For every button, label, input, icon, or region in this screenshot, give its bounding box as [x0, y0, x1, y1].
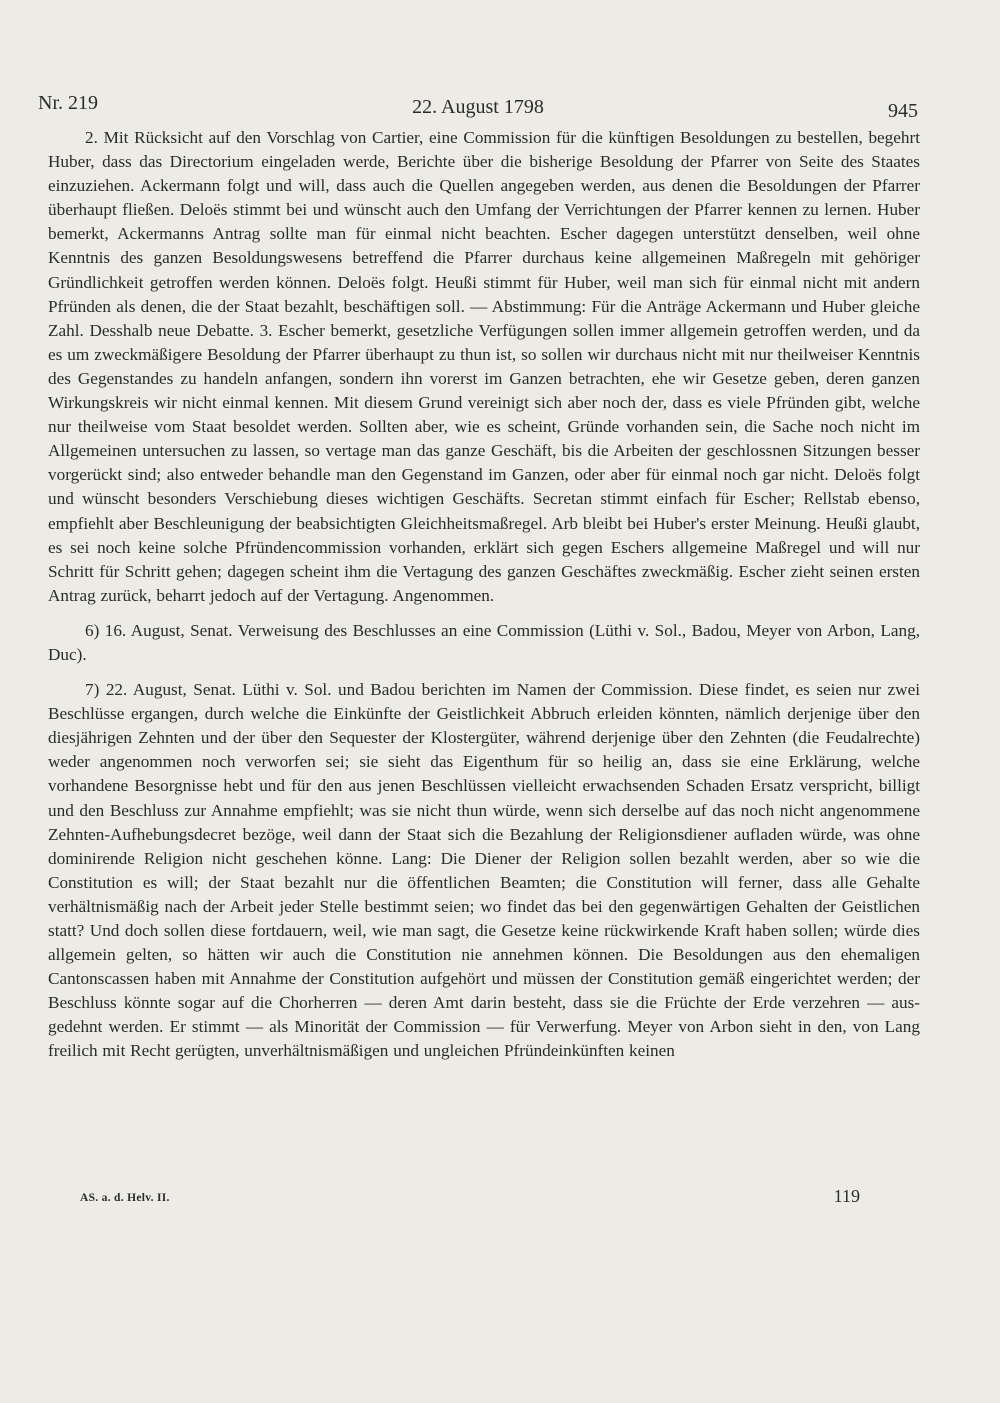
paragraph-debate: 2. Mit Rücksicht auf den Vorschlag von Cartier, eine Commission für die künftigen Besoldungen zu bestellen, begehrt Huber, dass das Directorium eingeladen werde, Berichte über die bisherige Besoldung der Pfarrer von Seite des Staates einzuziehen. Ackermann folgt und will, dass auch die Quellen angegeben werden, aus denen die Besoldungen der Pfarrer überhaupt fließen. Deloës stimmt bei und wünscht auch den Umfang der Verrichtungen der Pfarrer kennen zu lernen. Huber bemerkt, Ackermanns Antrag sollte man für einmal nicht beachten. Escher dagegen unterstützt denselben, weil ohne Kenntnis des ganzen Besoldungswesens betreffend die Pfarrer durchaus keine allgemeinen Maßregeln mit gehöriger Gründlichkeit getroffen werden können. Deloës folgt. Heußi stimmt für Huber, weil man sich für einmal nicht mit andern Pfründen als denen, die der Staat bezahlt, beschäftigen soll. — Abstimmung: Für die Anträge Ackermann und Huber gleiche Zahl. Desshalb neue Debatte. 3. Escher bemerkt, gesetzliche Verfügungen sollen immer allgemein getroffen werden, und da es um zweckmäßigere Besoldung der Pfarrer überhaupt zu thun ist, so sollen wir durchaus nicht mit nur theilweiser Kenntnis des Gegenstandes zu handeln anfangen, sondern ihn vorerst im Ganzen betrachten, ehe wir Gesetze geben, deren ganzen Wirkungskreis wir nicht einmal kennen. Mit diesem Grund vereinigt sich aber noch der, dass es viele Pfründen gibt, welche nur theilweise vom Staat besoldet werden. Sollten aber, wie es scheint, Gründe vorhanden sein, die Sache noch nicht im Allgemeinen untersuchen zu lassen, so vertage man das ganze Geschäft, bis die Arbeiten der geschlossnen Sitzungen besser vorgerückt sind; also entweder behandle man den Gegenstand im Ganzen, oder aber für einmal noch gar nicht. Deloës folgt und wünscht besonders Verschiebung dieses wichtigen Geschäfts. Secretan stimmt einfach für Escher; Rellstab ebenso, empfiehlt aber Beschleunigung der beabsichtigten Gleichheitsmaßregel. Arb bleibt bei Huber's erster Meinung. Heußi glaubt, es sei noch keine solche Pfründencommission vorhanden, erklärt sich gegen Eschers allgemeine Maßregel und will nur Schritt für Schritt gehen; dagegen scheint ihm die Vertagung des ganzen Geschäftes zweckmäßig. Escher zieht seinen ersten Antrag zurück, beharrt jedoch auf der Vertagung. Angenommen. — [48, 128, 920, 605]
paragraph-senate-referral: 6) 16. August, Senat. Verweisung des Beschlusses an eine Commission (Lüthi v. Sol., Badou, Meyer von Arbon, Lang, Duc). — [48, 620, 920, 664]
page-body — [48, 126, 920, 1064]
footer-signature: AS. a. d. Helv. II. — [80, 1192, 170, 1204]
document-number: Nr. 219 — [38, 92, 98, 114]
sheet-number: 119 — [833, 1186, 860, 1206]
document-date: 22. August 1798 — [412, 96, 544, 118]
page-header — [38, 92, 918, 122]
page-number: 945 — [888, 100, 918, 122]
paragraph-senate-report: 7) 22. August, Senat. Lüthi v. Sol. und Badou berichten im Namen der Commission. Diese findet, es seien nur zwei Beschlüsse ergangen, durch welche die Einkünfte der Geistlichkeit Abbruch erleiden könnten, nämlich derjenige über den diesjährigen Zehnten und der über den Sequester der Klostergüter, während derjenige über den Zehnten (die Feudalrechte) weder angenommen noch verworfen sei; sie sieht das Eigenthum für so heilig an, dass sie eine Erklärung, welche vorhandene Besorgnisse hebt und für den aus jenen Beschlüssen vielleicht erwachsenden Schaden Ersatz verspricht, billigt und den Beschluss zur Annahme empfiehlt; was sie nicht thun würde, wenn sich derselbe auf das noch nicht angenommene Zehnten-Aufhebungsdecret bezöge, weil dann der Staat sich die Bezahlung der Religionsdiener aufladen würde, was ohne dominirende Religion nicht geschehen könne. Lang: Die Diener der Religion sollen bezahlt werden, aber so wie die Constitution es will; der Staat bezahlt nur die öffentlichen Beamten; die Constitution will ferner, dass alle Gehalte verhältnismäßig nach der Arbeit jeder Stelle bestimmt seien; wo findet das bei den gegenwärtigen Gehalten der Geistlichen statt? Und doch sollen diese fortdauern, weil, wie man sagt, die Gesetze keine rückwirkende Kraft haben sollen; würde dies allgemein gelten, so hätten wir auch die Constitution nie annehmen können. Die Besoldungen aus den ehemaligen Cantonscassen haben mit Annahme der Constitution aufgehört und müssen der Constitution gemäß eingerichtet werden; der Beschluss könnte sogar auf die Chorherren — deren Amt darin besteht, dass sie die Früchte der Erde verzehren — ausgedehnt werden. Er stimmt — als Minorität der Commission — für Verwerfung. Meyer von Arbon sieht in den, von Lang freilich mit Recht gerügten, unverhältnismäßigen und ungleichen Pfründeinkünften keinen — [48, 680, 920, 1061]
page-footer — [80, 1186, 860, 1210]
